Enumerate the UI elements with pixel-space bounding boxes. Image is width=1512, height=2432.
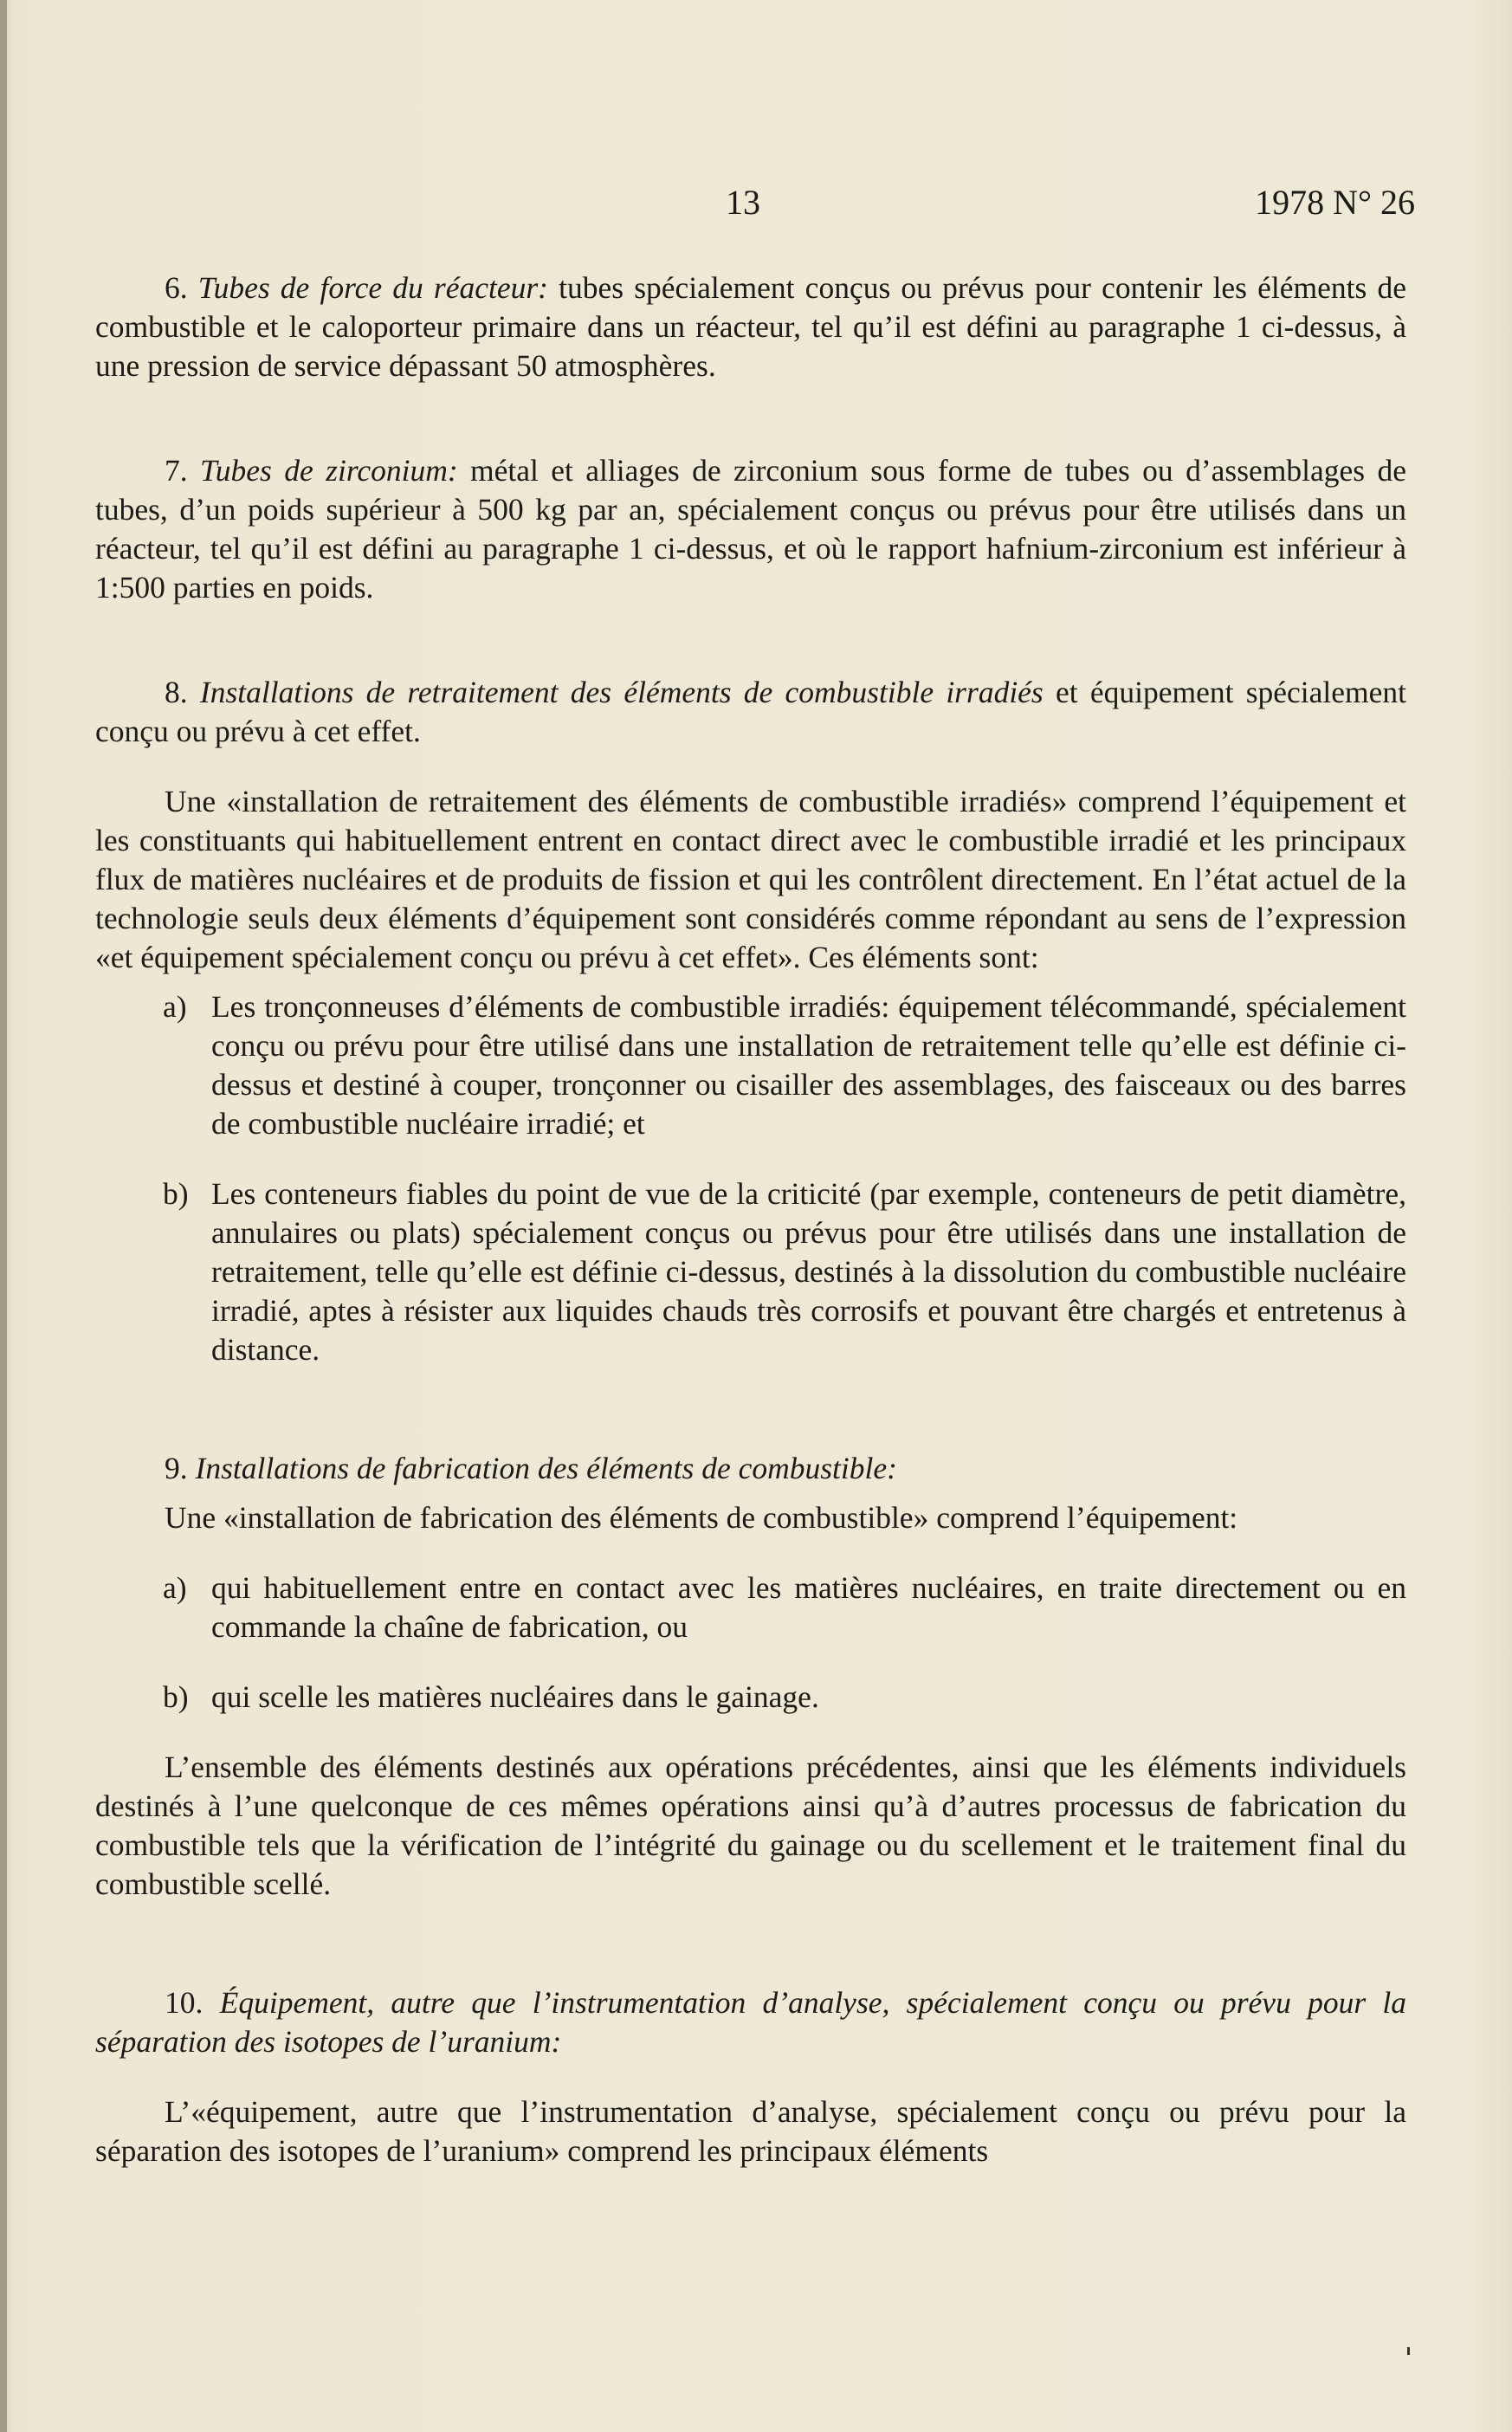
section-8-paragraph: Une «installation de retraitement des éléments de combustible irradiés» comprend l’équipement et les constituants qui habituellement entrent en contact direct avec le combustible irradié et les principaux flux de matières nucléaires et de produits de fission et qui les contrôlent directement. En l’état actuel de la technologie seuls deux éléments d’équipement sont considérés comme répondant au sens de l’expression «et équipement spécialement conçu ou prévu à cet effet». Ces éléments sont:: [95, 784, 1406, 974]
section-8-item-a-label: a): [163, 989, 187, 1024]
section-9-title: Installations de fabrication des éléments de combustible:: [195, 1451, 897, 1485]
section-9-item-a-label: a): [163, 1570, 187, 1605]
section-10-paragraph: L’«équipement, autre que l’instrumentation d’analyse, spécialement conçu ou prévu pour la séparation des isotopes de l’uranium» comprend les principaux éléments: [95, 2094, 1406, 2168]
section-9-item-b-text: qui scelle les matières nucléaires dans le gainage.: [211, 1679, 819, 1714]
section-8-text: et équipement spécialement conçu ou prévu à cet effet.: [95, 675, 1407, 748]
section-6-text: tubes spécialement conçus ou prévus pour contenir les éléments de combustible et le caloporteur primaire dans un réacteur, tel qu’il est défini au paragraphe 1 ci-dessus, à une pression de service dépassant 50 atmosphères.: [95, 270, 1406, 383]
section-8-item-a-text: Les tronçonneuses d’éléments de combustible irradiés: équipement télécommandé, spécialement conçu ou prévu pour être utilisé dans une installation de retraitement telle qu’elle est définie ci-dessus et destiné à couper, tronçonner ou cisailler des assemblages, des faisceaux ou des barres de combustible nucléaire irradié; et: [211, 989, 1406, 1141]
section-9-paragraph-2: L’ensemble des éléments destinés aux opérations précédentes, ainsi que les éléments individuels destinés à l’une quelconque de ces mêmes opérations ainsi qu’à d’autres processus de fabrication du combustible tels que la vérification de l’intégrité du gainage ou du scellement et le traitement final du combustible scellé.: [95, 1750, 1406, 1901]
section-10-title: Équipement, autre que l’instrumentation d’analyse, spécialement conçu ou prévu pour la séparation des isotopes de l’uranium:: [95, 1985, 1407, 2059]
section-6-title: Tubes de force du réacteur:: [197, 270, 548, 305]
section-9-item-b: [95, 1678, 1406, 1717]
section-7-title: Tubes de zirconium:: [200, 453, 458, 488]
document-body: [95, 268, 1406, 2170]
section-7: [95, 451, 1406, 607]
section-8-title: Installations de retraitement des éléments de combustible irradiés: [199, 675, 1044, 709]
section-6-number: 6.: [165, 270, 188, 305]
page-number: 13: [726, 183, 760, 222]
section-6: [95, 268, 1406, 385]
page-binding-edge: [0, 0, 7, 2432]
section-9: [95, 1449, 1406, 1488]
section-8-item-b-label: b): [163, 1176, 189, 1211]
section-9-item-a-text: qui habituellement entre en contact avec les matières nucléaires, en traite directement ou en commande la chaîne de fabrication, ou: [211, 1570, 1406, 1644]
section-10-number: 10.: [165, 1985, 204, 2020]
section-8-number: 8.: [165, 675, 188, 709]
year-issue-number: 1978 N° 26: [1255, 183, 1415, 222]
section-10: [95, 1983, 1406, 2061]
margin-mark: [1407, 2347, 1410, 2355]
section-8-item-a: [95, 987, 1406, 1143]
section-9-paragraph: Une «installation de fabrication des éléments de combustible» comprend l’équipement:: [165, 1500, 1238, 1535]
section-8-item-b: [95, 1174, 1406, 1369]
section-9-item-b-label: b): [163, 1679, 189, 1714]
section-7-number: 7.: [165, 453, 188, 488]
section-7-text: métal et alliages de zirconium sous forme de tubes ou d’assemblages de tubes, d’un poids supérieur à 500 kg par an, spécialement conçus ou prévus pour être utilisés dans un réacteur, tel qu’il est défini au paragraphe 1 ci-dessus, et où le rapport hafnium-zirconium est inférieur à 1:500 parties en poids.: [95, 453, 1406, 605]
section-8: [95, 673, 1406, 751]
section-9-item-a: [95, 1569, 1406, 1646]
section-9-number: 9.: [165, 1451, 188, 1485]
section-8-item-b-text: Les conteneurs fiables du point de vue de la criticité (par exemple, conteneurs de petit diamètre, annulaires ou plats) spécialement conçus ou prévus pour être utilisés dans une installation de retraitement, telle qu’elle est définie ci-dessus, destinés à la dissolution du combustible nucléaire irradié, aptes à résister aux liquides chauds très corrosifs et pouvant être chargés et entretenus à distance.: [211, 1176, 1406, 1367]
page-header: [0, 182, 1512, 234]
